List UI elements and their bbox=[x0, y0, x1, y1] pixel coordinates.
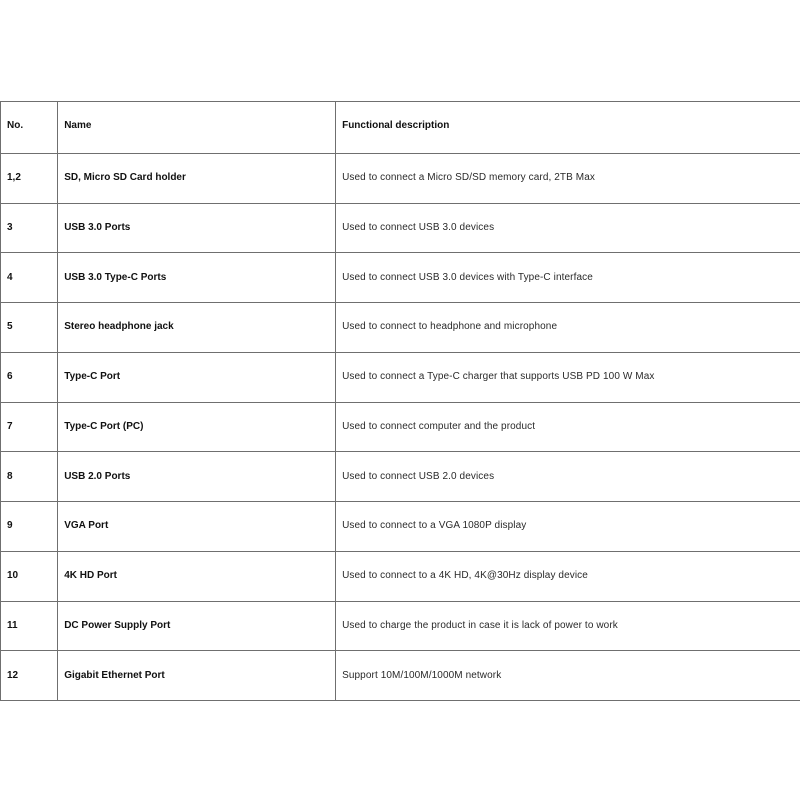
row-number: 11 bbox=[1, 601, 58, 651]
row-number: 1,2 bbox=[1, 153, 58, 203]
header-no: No. bbox=[1, 102, 58, 154]
row-name: USB 2.0 Ports bbox=[58, 452, 336, 502]
table-row bbox=[1, 452, 800, 502]
row-description: Used to connect to a VGA 1080P display bbox=[336, 502, 800, 552]
row-name: VGA Port bbox=[58, 502, 336, 552]
row-number: 5 bbox=[1, 303, 58, 353]
row-name: SD, Micro SD Card holder bbox=[58, 153, 336, 203]
row-number: 9 bbox=[1, 502, 58, 552]
table-row bbox=[1, 551, 800, 601]
table-row bbox=[1, 402, 800, 452]
row-name: DC Power Supply Port bbox=[58, 601, 336, 651]
row-number: 8 bbox=[1, 452, 58, 502]
row-description: Used to connect USB 3.0 devices with Type-C interface bbox=[336, 253, 800, 303]
row-name: USB 3.0 Type-C Ports bbox=[58, 253, 336, 303]
row-number: 4 bbox=[1, 253, 58, 303]
row-description: Used to connect computer and the product bbox=[336, 402, 800, 452]
row-name: 4K HD Port bbox=[58, 551, 336, 601]
table-row bbox=[1, 253, 800, 303]
row-name: Type-C Port bbox=[58, 352, 336, 402]
row-description: Used to connect to headphone and microphone bbox=[336, 303, 800, 353]
row-number: 3 bbox=[1, 203, 58, 253]
header-description: Functional description bbox=[336, 102, 800, 154]
row-description: Used to charge the product in case it is lack of power to work bbox=[336, 601, 800, 651]
row-description: Used to connect to a 4K HD, 4K@30Hz display device bbox=[336, 551, 800, 601]
table-row bbox=[1, 303, 800, 353]
row-number: 6 bbox=[1, 352, 58, 402]
row-name: Stereo headphone jack bbox=[58, 303, 336, 353]
port-spec-table bbox=[0, 101, 800, 701]
table-row bbox=[1, 651, 800, 701]
row-description: Used to connect USB 3.0 devices bbox=[336, 203, 800, 253]
row-number: 10 bbox=[1, 551, 58, 601]
table-row bbox=[1, 601, 800, 651]
table-row bbox=[1, 352, 800, 402]
row-number: 12 bbox=[1, 651, 58, 701]
row-description: Used to connect a Type-C charger that supports USB PD 100 W Max bbox=[336, 352, 800, 402]
row-description: Used to connect a Micro SD/SD memory card, 2TB Max bbox=[336, 153, 800, 203]
table-row bbox=[1, 502, 800, 552]
table-row bbox=[1, 153, 800, 203]
row-name: Gigabit Ethernet Port bbox=[58, 651, 336, 701]
row-number: 7 bbox=[1, 402, 58, 452]
table-header-row bbox=[1, 102, 800, 154]
row-name: USB 3.0 Ports bbox=[58, 203, 336, 253]
header-name: Name bbox=[58, 102, 336, 154]
row-name: Type-C Port (PC) bbox=[58, 402, 336, 452]
row-description: Support 10M/100M/1000M network bbox=[336, 651, 800, 701]
table-body bbox=[1, 102, 800, 701]
row-description: Used to connect USB 2.0 devices bbox=[336, 452, 800, 502]
table-row bbox=[1, 203, 800, 253]
